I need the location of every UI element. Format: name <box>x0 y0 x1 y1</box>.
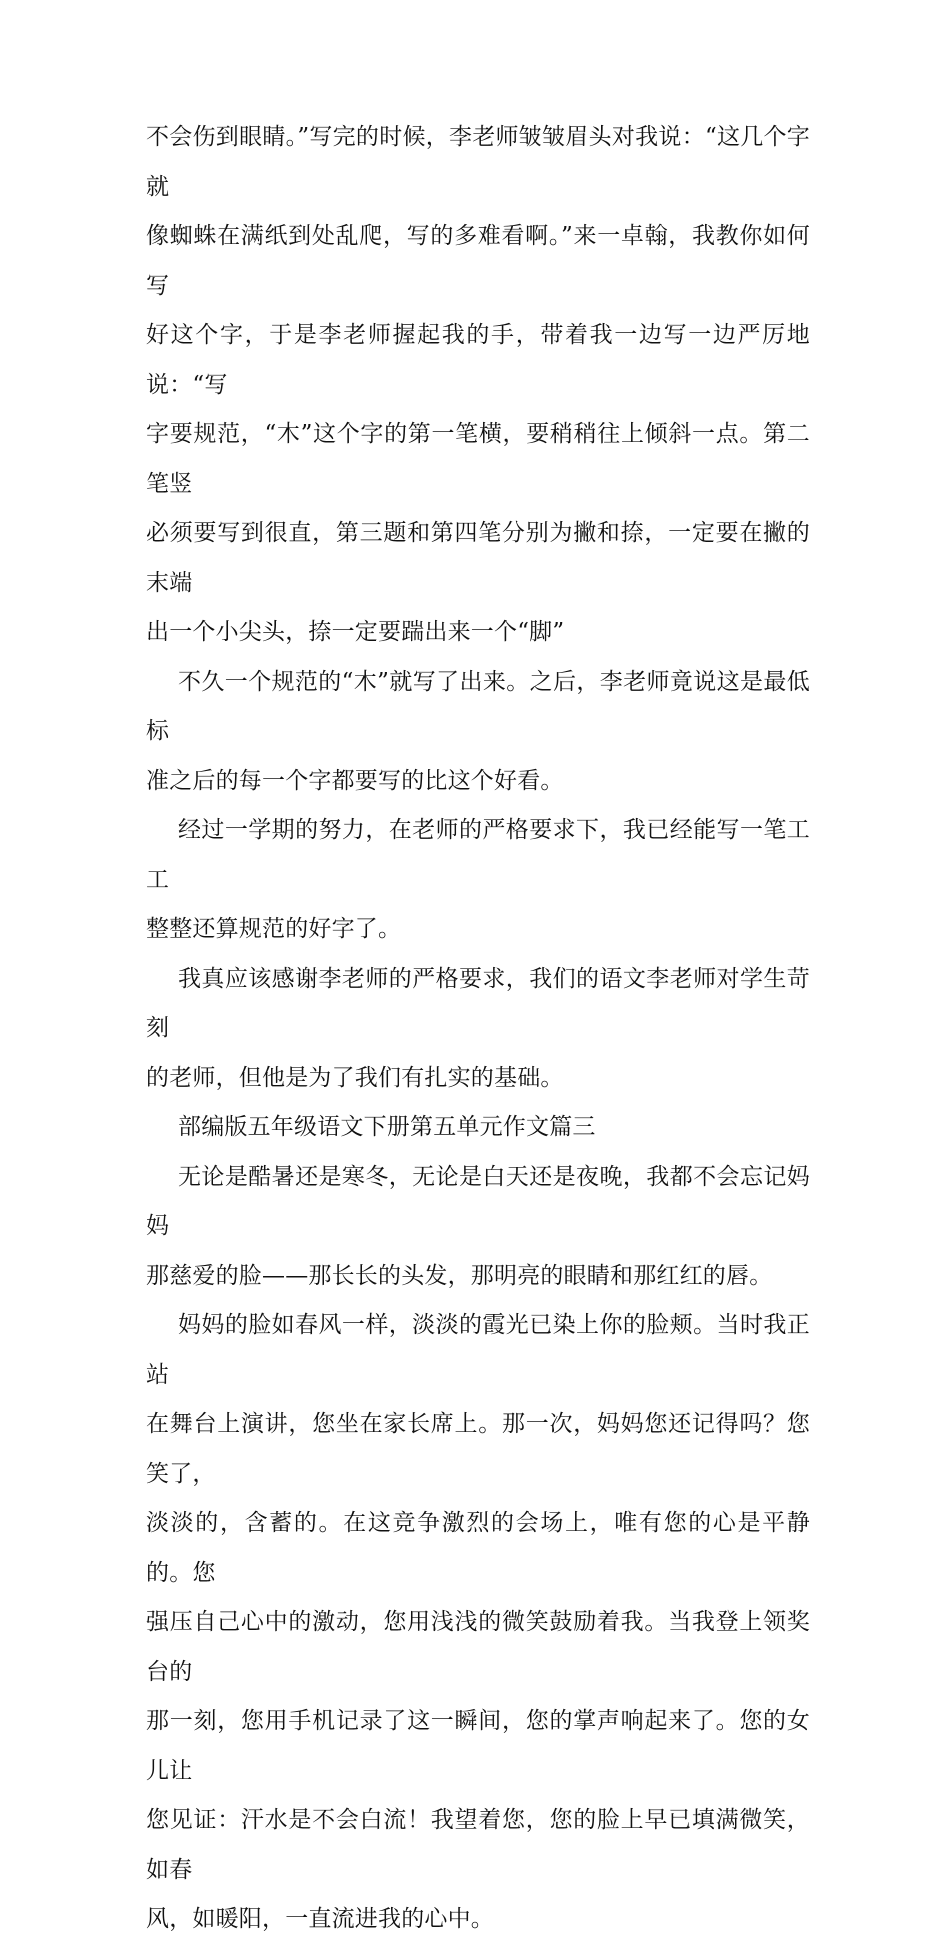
text-line: 风，如暖阳，一直流进我的心中。 <box>146 1906 494 1932</box>
paragraph <box>146 806 810 955</box>
paragraph <box>146 1301 810 1945</box>
section-heading: 部编版五年级语文下册第五单元作文篇三 <box>178 1114 596 1140</box>
text-line: 您见证：汗水是不会白流！我望着您，您的脸上早已填满微笑，如春 <box>146 1807 810 1883</box>
paragraph <box>146 658 810 807</box>
paragraph-continuation <box>146 113 810 658</box>
text-line: 必须要写到很直，第三题和第四笔分别为撇和捺，一定要在撇的末端 <box>146 520 810 596</box>
text-line: 不会伤到眼睛。”写完的时候，李老师皱皱眉头对我说：“这几个字就 <box>146 124 810 200</box>
text-line: 字要规范，“木”这个字的第一笔横，要稍稍往上倾斜一点。第二笔竖 <box>146 421 810 497</box>
text-line: 那一刻，您用手机记录了这一瞬间，您的掌声响起来了。您的女儿让 <box>146 1708 810 1784</box>
paragraph <box>146 955 810 1104</box>
text-line: 好这个字，于是李老师握起我的手，带着我一边写一边严厉地说：“写 <box>146 322 810 398</box>
text-line: 整整还算规范的好字了。 <box>146 916 402 942</box>
paragraph <box>146 1153 810 1302</box>
text-line: 经过一学期的努力，在老师的严格要求下，我已经能写一笔工工 <box>146 817 810 893</box>
text-line: 淡淡的，含蓄的。在这竞争激烈的会场上，唯有您的心是平静的。您 <box>146 1510 810 1586</box>
text-line: 无论是酷暑还是寒冬，无论是白天还是夜晚，我都不会忘记妈妈 <box>146 1163 810 1239</box>
text-line: 像蜘蛛在满纸到处乱爬，写的多难看啊。”来一卓翰，我教你如何写 <box>146 223 810 299</box>
text-line: 不久一个规范的“木”就写了出来。之后，李老师竟说这是最低标 <box>146 668 810 744</box>
text-line: 出一个小尖头，捺一定要踹出来一个“脚” <box>146 619 565 645</box>
text-line: 的老师，但他是为了我们有扎实的基础。 <box>146 1064 564 1091</box>
text-line: 我真应该感谢李老师的严格要求，我们的语文李老师对学生苛刻 <box>146 965 810 1041</box>
text-line: 强压自己心中的激动，您用浅浅的微笑鼓励着我。当我登上领奖台的 <box>146 1609 810 1685</box>
text-line: 准之后的每一个字都要写的比这个好看。 <box>146 767 564 794</box>
text-line: 那慈爱的脸——那长长的头发，那明亮的眼睛和那红红的唇。 <box>146 1262 773 1289</box>
text-line: 在舞台上演讲，您坐在家长席上。那一次，妈妈您还记得吗？您笑了， <box>146 1411 810 1487</box>
document-body <box>146 113 810 1945</box>
text-line: 妈妈的脸如春风一样，淡淡的霞光已染上你的脸颊。当时我正站 <box>146 1312 810 1388</box>
